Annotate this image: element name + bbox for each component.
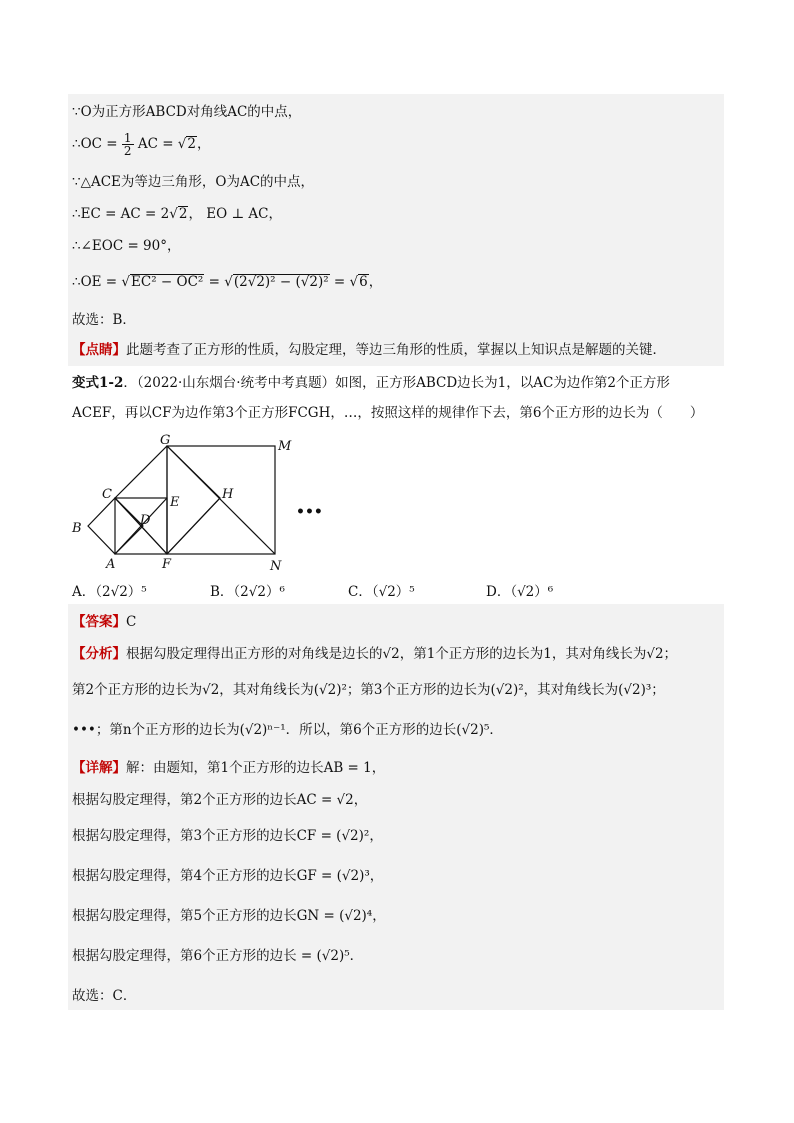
solution-line-6: ∴OE = √EC² − OC² = √(2√2)² − (√2)² = √6， (72, 274, 383, 290)
option-c-text: （√2）⁵ (371, 584, 415, 600)
detail-tag: 【详解】 (72, 760, 126, 776)
question-line-2: ACEF，再以CF为边作第3个正方形FCGH，…，按照这样的规律作下去，第6个正方形的边长为（ ） (72, 405, 704, 421)
radical-ec-oc: EC² − OC² (131, 274, 204, 290)
solution-line-2-end: ， (197, 136, 211, 152)
solution-line-4-prefix: ∴EC = AC = 2 (72, 206, 170, 222)
question-tag: 变式1-2 (72, 375, 124, 391)
fraction-half (122, 132, 134, 157)
label-f: F (162, 557, 172, 572)
solution-line-2: ∴OC = $\frac{1}{2}$ AC = √2， (72, 131, 211, 158)
solution-line-4: ∴EC = AC = 2√2， EO ⊥ AC， (72, 206, 283, 222)
label-h: H (222, 487, 234, 502)
diagonal-gn (167, 446, 275, 554)
option-c[interactable] (348, 580, 415, 600)
radical-expression: (2√2)² − (√2)² (233, 274, 329, 290)
option-b[interactable] (210, 580, 285, 600)
detail-line-6: 根据勾股定理得，第6个正方形的边长 = (√2)⁵． (72, 948, 364, 964)
option-d-text: （√2）⁶ (510, 584, 554, 600)
solution-line-6-prefix: ∴OE = (72, 274, 118, 290)
question-line-1 (72, 373, 670, 393)
detail-line-1 (72, 758, 385, 778)
option-b-text: （2√2）⁶ (233, 584, 285, 600)
fraction-num: 1 (123, 131, 132, 145)
option-c-label: C． (348, 584, 372, 600)
option-a-text: （2√2）⁵ (95, 584, 147, 600)
answer-value: C (126, 614, 137, 630)
option-a-label: A． (72, 584, 96, 600)
analysis-line-2: 第2个正方形的边长为√2，其对角线长为(√2)²；第3个正方形的边长为(√2)²，其对角线长为(√2)³； (72, 682, 665, 698)
sqrt-two: 2 (187, 136, 197, 152)
note-line (72, 340, 666, 360)
label-a: A (106, 557, 116, 572)
detail-line-5: 根据勾股定理得，第5个正方形的边长GN = (√2)⁴， (72, 908, 386, 924)
solution-line-7: 故选：B． (72, 312, 136, 328)
solution-line-6-eq: = (333, 274, 346, 290)
solution-line-4-end: ， EO ⊥ AC， (188, 206, 283, 222)
note-text: 此题考查了正方形的性质，勾股定理，等边三角形的性质，掌握以上知识点是解题的关键． (126, 342, 666, 358)
option-d[interactable] (486, 580, 553, 600)
detail-text-1: 解：由题知，第1个正方形的边长AB = 1， (126, 760, 386, 776)
analysis-tag: 【分析】 (72, 646, 126, 662)
analysis-line-1 (72, 644, 677, 664)
option-d-label: D． (486, 584, 511, 600)
sqrt-two-b: 2 (178, 206, 188, 222)
label-g: G (160, 433, 171, 448)
label-d: D (140, 513, 151, 528)
label-b: B (72, 521, 82, 536)
question-text-1: ．（2022·山东烟台·统考中考真题）如图，正方形ABCD边长为1，以AC为边作第2个正方形 (123, 375, 670, 391)
detail-line-4: 根据勾股定理得，第4个正方形的边长GF = (√2)³， (72, 868, 384, 884)
label-m: M (278, 439, 292, 454)
solution-line-6-end: ， (368, 274, 383, 290)
solution-line-2-mid: AC = (137, 136, 174, 152)
detail-line-2: 根据勾股定理得，第2个正方形的边长AC = √2， (72, 792, 368, 808)
fraction-den: 2 (123, 144, 132, 158)
analysis-text-1: 根据勾股定理得出正方形的对角线是边长的√2，第1个正方形的边长为1，其对角线长为√2； (126, 646, 678, 662)
figure-dots: ••• (296, 504, 323, 520)
detail-line-3: 根据勾股定理得，第3个正方形的边长CF = (√2)²， (72, 828, 383, 844)
analysis-line-3: •••；第n个正方形的边长为(√2)ⁿ⁻¹．所以，第6个正方形的边长(√2)⁵． (72, 722, 503, 738)
detail-line-7: 故选：C． (72, 988, 137, 1004)
solution-line-6-mid: = (208, 274, 220, 290)
answer-line (72, 612, 136, 632)
solution-line-2-prefix: ∴OC = (72, 136, 118, 152)
solution-line-1: ∵O为正方形ABCD对角线AC的中点， (72, 104, 302, 120)
label-n: N (270, 559, 282, 574)
option-b-label: B． (210, 584, 234, 600)
solution-line-5: ∴∠EOC = 90°， (72, 238, 181, 254)
answer-tag: 【答案】 (72, 614, 126, 630)
label-e: E (170, 495, 180, 510)
solution-line-3: ∵△ACE为等边三角形，O为AC的中点， (72, 174, 315, 190)
geometry-figure (70, 432, 330, 576)
option-a[interactable] (72, 580, 147, 600)
note-tag: 【点睛】 (72, 342, 126, 358)
sqrt-six: 6 (359, 274, 368, 290)
label-c: C (102, 487, 112, 502)
